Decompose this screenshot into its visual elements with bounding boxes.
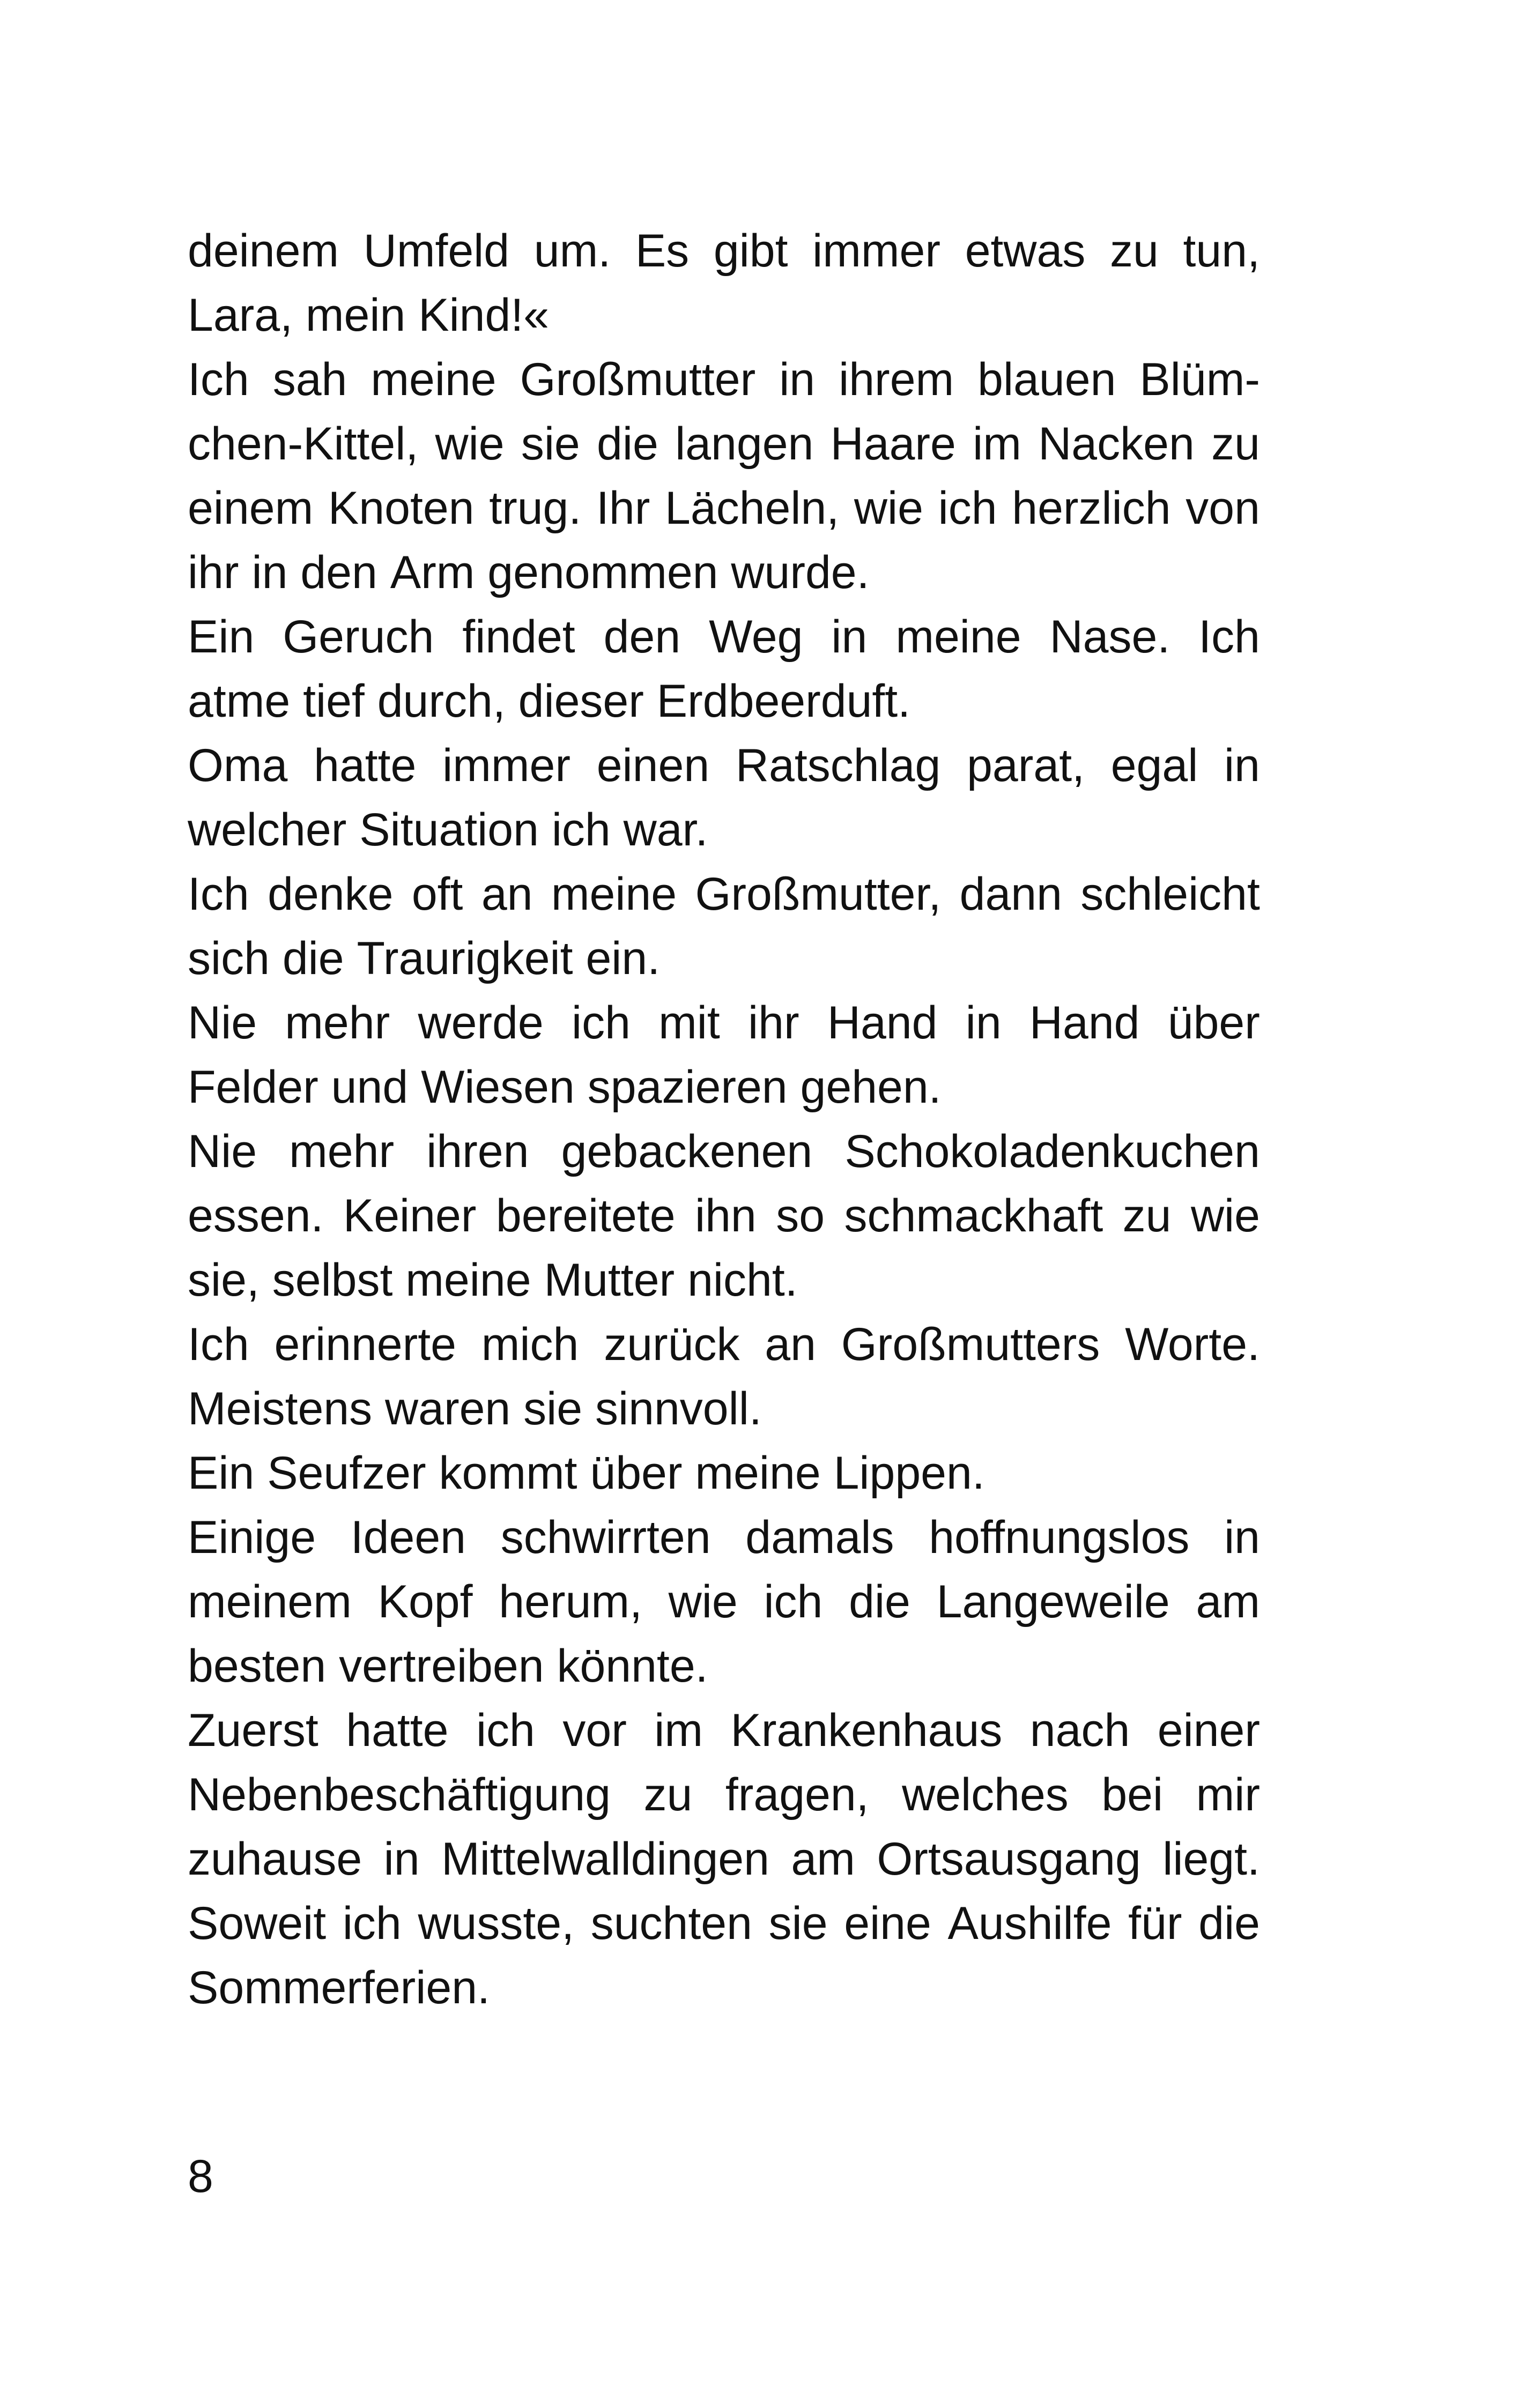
word: Ein: [188, 1447, 268, 1499]
word: wusste,: [418, 1898, 575, 1949]
text-line: [188, 669, 1260, 733]
word: Nase.: [1049, 611, 1170, 663]
word: werde: [418, 997, 544, 1049]
text-line: [188, 1377, 1260, 1441]
word: Schokoladenkuchen: [844, 1126, 1260, 1177]
word: Haare: [830, 418, 956, 470]
text-line: [188, 1505, 1260, 1570]
word: damals: [745, 1512, 894, 1563]
word: zu: [643, 1769, 693, 1820]
word: Mutter: [544, 1254, 688, 1306]
word: zurück: [604, 1319, 740, 1370]
text-line: [188, 605, 1260, 669]
word: dann: [959, 868, 1062, 920]
word: Sommerferien.: [188, 1962, 490, 2013]
word: sie: [523, 1383, 596, 1435]
word: selbst: [272, 1254, 406, 1306]
word: schleicht: [1080, 868, 1260, 920]
word: Großmutters: [841, 1319, 1100, 1370]
word: Krankenhaus: [730, 1705, 1003, 1756]
word: genommen: [487, 547, 731, 598]
word: mehr: [289, 1126, 395, 1177]
word: Nie: [188, 997, 257, 1049]
text-line: [188, 1441, 1260, 1505]
word: Wiesen: [421, 1061, 588, 1113]
word: über: [1167, 997, 1260, 1049]
text-line: [188, 1827, 1260, 1891]
word: Mittelwalldingen: [441, 1833, 769, 1885]
word: Lara,: [188, 289, 306, 341]
word: Lippen.: [833, 1447, 985, 1499]
word: waren: [385, 1383, 524, 1435]
word: sie: [768, 1898, 828, 1949]
word: Hand: [1029, 997, 1140, 1049]
word: in: [1224, 1512, 1260, 1563]
word: schmackhaft: [844, 1190, 1103, 1242]
word: mehr: [285, 997, 390, 1049]
word: eine: [844, 1898, 931, 1949]
word: meine: [895, 611, 1021, 663]
text-line: [188, 1119, 1260, 1184]
word: liegt.: [1162, 1833, 1260, 1885]
word: war.: [623, 804, 708, 856]
word: suchten: [590, 1898, 752, 1949]
word: meine: [405, 1254, 544, 1306]
word: Knoten: [328, 482, 475, 534]
word: Nebenbeschäftigung: [188, 1769, 611, 1820]
word: am: [791, 1833, 855, 1885]
word: welcher: [188, 804, 360, 856]
word: Aushilfe: [947, 1898, 1112, 1949]
text-line: [188, 1570, 1260, 1634]
text-line: [188, 733, 1260, 798]
word: in: [779, 354, 816, 405]
word: sie: [521, 418, 580, 470]
word: vertreiben: [339, 1640, 557, 1692]
word: hatte: [346, 1705, 449, 1756]
word: Einige: [188, 1512, 316, 1563]
word: findet: [462, 611, 575, 663]
word: ich: [551, 804, 624, 856]
word: Soweit: [188, 1898, 327, 1949]
word: wie: [435, 418, 505, 470]
word: über: [590, 1447, 695, 1499]
word: sinnvoll.: [595, 1383, 762, 1435]
text-line: [188, 1312, 1260, 1377]
word: parat,: [967, 740, 1085, 791]
text-line: [188, 1891, 1260, 1956]
word: Keiner: [343, 1190, 477, 1242]
text-line: [188, 412, 1260, 476]
word: meine: [371, 354, 497, 405]
word: nach: [1029, 1705, 1130, 1756]
word: hatte: [314, 740, 417, 791]
word: herum,: [499, 1576, 642, 1627]
text-line: [188, 862, 1260, 926]
text-line: [188, 991, 1260, 1055]
word: mein: [305, 289, 419, 341]
text-line: [188, 1248, 1260, 1312]
text-line: [188, 1698, 1260, 1763]
word: ich: [571, 997, 631, 1049]
word: erinnerte: [274, 1319, 456, 1370]
word: Ein: [188, 611, 255, 663]
word: essen.: [188, 1190, 324, 1242]
text-line: [188, 1634, 1260, 1698]
word: gibt: [713, 225, 788, 277]
word: kommt: [439, 1447, 590, 1499]
word: fragen,: [725, 1769, 869, 1820]
word: für: [1128, 1898, 1182, 1949]
word: die: [597, 418, 658, 470]
word: spazieren: [587, 1061, 801, 1113]
word: Nacken: [1038, 418, 1195, 470]
word: die: [849, 1576, 910, 1627]
word: meinem: [188, 1576, 352, 1627]
word: vor: [562, 1705, 627, 1756]
word: Nie: [188, 1126, 257, 1177]
word: in: [383, 1833, 420, 1885]
word: besten: [188, 1640, 339, 1692]
text-line: [188, 1763, 1260, 1827]
word: zu: [1122, 1190, 1172, 1242]
word: ich: [938, 482, 997, 534]
word: ich: [764, 1576, 823, 1627]
word: wurde.: [731, 547, 870, 598]
word: durch,: [377, 675, 518, 727]
word: wie: [854, 482, 923, 534]
word: in: [831, 611, 868, 663]
word: Es: [635, 225, 690, 277]
word: Traurigkeit: [357, 933, 586, 984]
word: ihn: [694, 1190, 757, 1242]
text-line: [188, 1956, 1260, 2020]
word: Ich: [188, 1319, 249, 1370]
word: ihr: [188, 547, 252, 598]
word: bei: [1101, 1769, 1164, 1820]
word: tief: [303, 675, 377, 727]
word: im: [654, 1705, 703, 1756]
word: Ratschlag: [735, 740, 941, 791]
word: etwas: [965, 225, 1086, 277]
word: Worte.: [1125, 1319, 1260, 1370]
word: wie: [668, 1576, 738, 1627]
word: und: [331, 1061, 421, 1113]
word: blauen: [977, 354, 1116, 405]
word: mit: [658, 997, 720, 1049]
word: ich: [342, 1898, 402, 1949]
word: Kopf: [377, 1576, 473, 1627]
word: tun,: [1183, 225, 1260, 277]
word: den: [300, 547, 390, 598]
word: Geruch: [283, 611, 434, 663]
text-line: [188, 540, 1260, 605]
word: immer: [442, 740, 570, 791]
word: dieser: [518, 675, 657, 727]
word: Meistens: [188, 1383, 386, 1435]
word: an: [765, 1319, 816, 1370]
word: schwirrten: [500, 1512, 711, 1563]
word: Blüm-: [1139, 354, 1260, 405]
word: sie,: [188, 1254, 272, 1306]
word: Großmutter,: [695, 868, 942, 920]
word: Langeweile: [936, 1576, 1170, 1627]
word: Lächeln,: [665, 482, 840, 534]
word: am: [1196, 1576, 1260, 1627]
word: egal: [1110, 740, 1198, 791]
word: bereitete: [495, 1190, 676, 1242]
word: Ich: [188, 354, 249, 405]
word: Erdbeerduft.: [656, 675, 911, 727]
word: welches: [902, 1769, 1069, 1820]
word: ihr: [748, 997, 799, 1049]
word: trug.: [489, 482, 582, 534]
word: denke: [268, 868, 394, 920]
word: Ich: [188, 868, 249, 920]
word: Arm: [390, 547, 488, 598]
word: herzlich: [1012, 482, 1171, 534]
word: in: [251, 547, 301, 598]
word: einer: [1157, 1705, 1260, 1756]
word: meine: [551, 868, 677, 920]
word: ein.: [586, 933, 661, 984]
word: gehen.: [800, 1061, 942, 1113]
word: atme: [188, 675, 303, 727]
word: immer: [812, 225, 941, 277]
text-line: [188, 926, 1260, 991]
text-line: [188, 476, 1260, 540]
text-line: [188, 798, 1260, 862]
word: Weg: [709, 611, 803, 663]
word: Situation: [359, 804, 552, 856]
word: wie: [1190, 1190, 1260, 1242]
word: mich: [481, 1319, 579, 1370]
word: könnte.: [557, 1640, 708, 1692]
text-line: [188, 1055, 1260, 1119]
word: Kind!«: [418, 289, 550, 341]
word: zuhause: [188, 1833, 362, 1885]
word: zu: [1110, 225, 1159, 277]
word: von: [1185, 482, 1260, 534]
word: Umfeld: [363, 225, 510, 277]
word: so: [776, 1190, 825, 1242]
word: um.: [533, 225, 611, 277]
word: einem: [188, 482, 314, 534]
word: oft: [411, 868, 463, 920]
word: Zuerst: [188, 1705, 318, 1756]
text-line: [188, 1184, 1260, 1248]
word: ihrem: [839, 354, 954, 405]
body-text: [188, 219, 1260, 2020]
word: nicht.: [687, 1254, 798, 1306]
word: die: [282, 933, 357, 984]
word: gebackenen: [561, 1126, 813, 1177]
word: Ihr: [596, 482, 650, 534]
word: sich: [188, 933, 283, 984]
word: Seufzer: [267, 1447, 439, 1499]
word: Ich: [1198, 611, 1260, 663]
word: im: [973, 418, 1021, 470]
word: hoffnungslos: [929, 1512, 1190, 1563]
word: meine: [695, 1447, 834, 1499]
word: langen: [675, 418, 814, 470]
text-line: [188, 283, 1260, 347]
text-line: [188, 219, 1260, 283]
word: Felder: [188, 1061, 331, 1113]
word: Großmutter: [520, 354, 756, 405]
text-line: [188, 347, 1260, 412]
word: einen: [596, 740, 710, 791]
word: die: [1198, 1898, 1260, 1949]
page-number: 8: [188, 2151, 213, 2202]
word: an: [481, 868, 533, 920]
word: den: [603, 611, 681, 663]
word: Hand: [827, 997, 938, 1049]
word: zu: [1211, 418, 1260, 470]
word: in: [1224, 740, 1260, 791]
word: sah: [272, 354, 347, 405]
word: Ideen: [350, 1512, 466, 1563]
word: in: [965, 997, 1002, 1049]
word: mir: [1196, 1769, 1260, 1820]
word: ihren: [426, 1126, 529, 1177]
word: deinem: [188, 225, 339, 277]
word: Ortsausgang: [877, 1833, 1141, 1885]
word: chen-Kittel,: [188, 418, 419, 470]
word: Oma: [188, 740, 288, 791]
word: ich: [476, 1705, 535, 1756]
